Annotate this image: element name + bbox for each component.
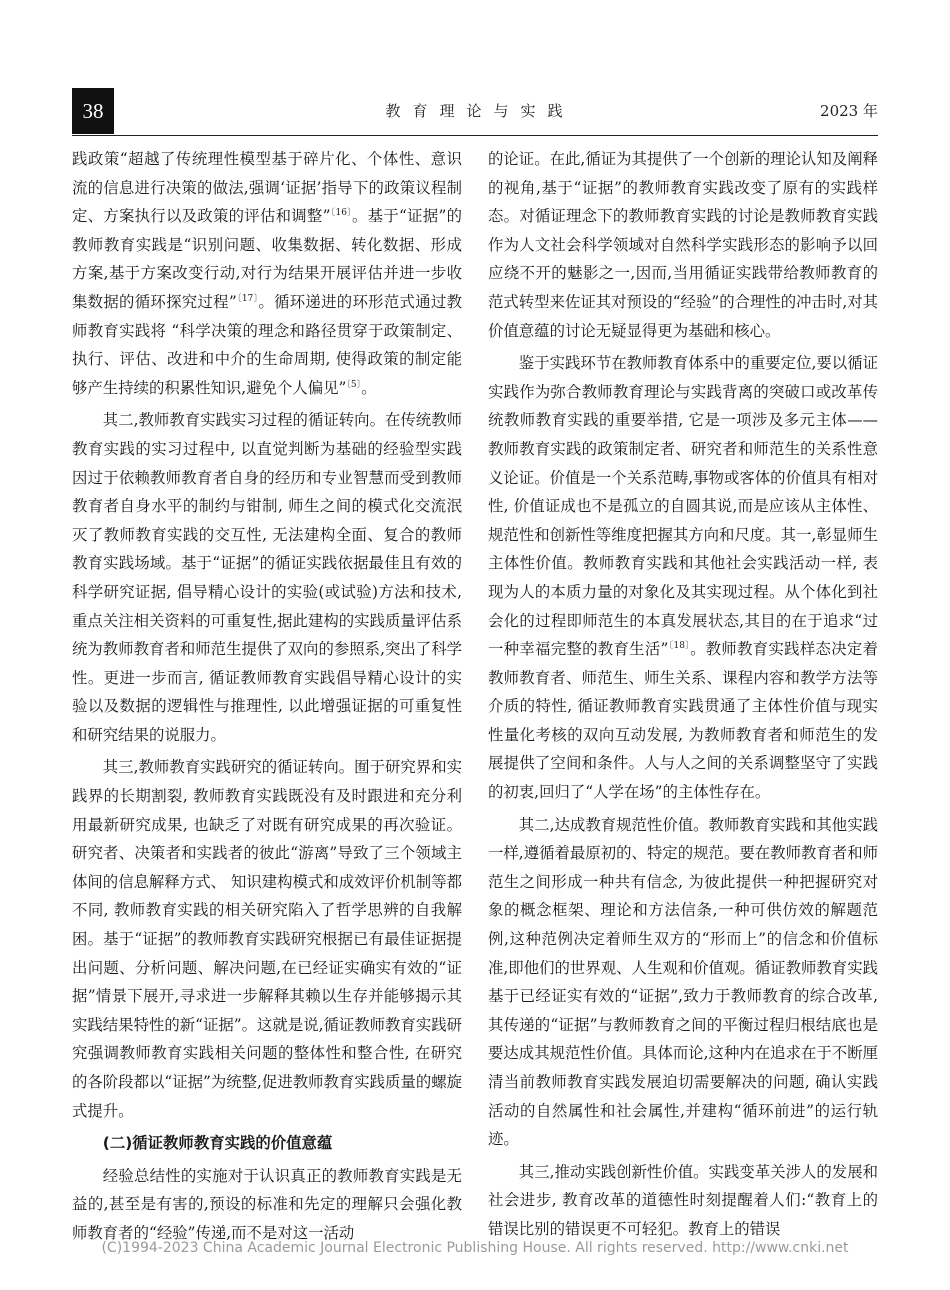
citation-reference: 〔16〕 xyxy=(330,208,353,219)
citation-reference: 〔17〕 xyxy=(236,293,259,304)
page-number: 38 xyxy=(72,88,114,134)
left-column xyxy=(72,145,462,1248)
paragraph-text: 的论证。在此,循证为其提供了一个创新的理论认知及阐释的视角,基于“证据”的教师教育实践改变了原有的实践样态。对循证理念下的教师教育实践的讨论是教师教育实践作为人文社会科学领域对自然科学实践形态的影响予以回应绕不开的魅影之一,因而,当用循证实践带给教师教育的范式转型来佐证其对预设的“经验”的合理性的冲击时,对其价值意蕴的讨论无疑显得更为基础和核心。 xyxy=(488,150,879,340)
citation-reference: 〔18〕 xyxy=(668,640,691,651)
paragraph-text: 其二,达成教育规范性价值。教师教育实践和其他实践一样,遵循着最原初的、特定的规范。要在教师教育者和师范生之间形成一种共有信念, 为彼此提供一种把握研究对象的概念框架、理论和方法信条,一种可供仿效的解题范例,这种范例决定着师生双方的“形而上”的信念和价值标准,即他们的世界观、人生观和价值观。循证教师教育实践基于已经证实有效的“证据”,致力于教师教育的综合改革,其传递的“证据”与教师教育之间的平衡过程归根结底也是要达成其规范性价值。具体而论,这种内在追求在于不断厘清当前教师教育实践发展迫切需要解决的问题, 确认实践活动的自然属性和社会属性,并建构“循环前进”的运行轨迹。 xyxy=(488,815,878,1149)
paragraph-text: 。基于“证据”的教师教育实践是“识别问题、收集数据、转化数据、形成方案,基于方案改变行动,对行为结果开展评估并进一步收集数据的循环探究过程” xyxy=(72,207,462,311)
citation-reference: 〔5〕 xyxy=(346,379,362,390)
body-paragraph xyxy=(488,1158,878,1244)
paragraph-text: 其三,教师教育实践研究的循证转向。囿于研究界和实践界的长期割裂, 教师教育实践既没有及时跟进和充分利用最新研究成果, 也缺乏了对既有研究成果的再次验证。研究者、决策者和实践者的彼此“游离”导致了三个领域主体间的信息解释方式、 知识建构模式和成效评价机制等都不同, 教师教育实践的相关研究陷入了哲学思辨的自我解困。基于“证据”的教师教育实践研究根据已有最佳证据提出问题、分析问题、解决问题,在已经证实确实有效的“证据”情景下展开,寻求进一步解释其赖以生存并能够揭示其实践结果特性的新“证据”。这就是说,循证教师教育实践研究强调教师教育实践相关问题的整体性和整合性, 在研究的各阶段都以“证据”为统整,促进教师教育实践质量的螺旋式提升。 xyxy=(72,758,463,1120)
body-paragraph xyxy=(72,1162,462,1248)
body-paragraph xyxy=(72,145,462,402)
running-title: 教育理论与实践 xyxy=(385,102,575,120)
body-paragraph xyxy=(488,145,878,345)
paragraph-text: 鉴于实践环节在教师教育体系中的重要定位,要以循证实践作为弥合教师教育理论与实践背离的突破口或改革传统教师教育实践的重要举措, 它是一项涉及多元主体——教师教育实践的政策制定者、研究者和师范生的关系性意义论证。价值是一个关系范畴,事物或客体的价值具有相对性, 价值证成也不是孤立的自圆其说,而是应该从主体性、规范性和创新性等维度把握其方向和尺度。其一,彰显师生主体性价值。教师教育实践和其他社会实践活动一样, 表现为人的本质力量的对象化及其实现过程。从个体化到社会化的过程即师范生的本真发展状态,其目的在于追求“过一种幸福完整的教育生活” xyxy=(488,354,878,659)
body-paragraph xyxy=(488,811,878,1154)
paragraph-text: 其三,推动实践创新性价值。实践变革关涉人的发展和社会进步, 教育改革的道德性时刻提醒着人们:“教育上的错误比别的错误更不可轻犯。教育上的错误 xyxy=(488,1162,878,1238)
paragraph-text: 经验总结性的实施对于认识真正的教师教育实践是无益的,甚至是有害的,预设的标准和先定的理解只会强化教师教育者的“经验”传递,而不是对这一活动 xyxy=(72,1166,462,1242)
paragraph-text: 践政策“超越了传统理性模型基于碎片化、个体性、意识流的信息进行决策的做法,强调‘证据’指导下的政策议程制定、方案执行以及政策的评估和调整” xyxy=(72,150,462,226)
body-paragraph xyxy=(488,349,878,807)
copyright-footer: (C)1994-2023 China Academic Journal Electronic Publishing House. All rights reserved. http://www.cnki.net xyxy=(101,1240,849,1256)
right-column xyxy=(488,145,878,1244)
body-paragraph xyxy=(72,406,462,749)
paragraph-text: 。 xyxy=(361,378,377,397)
publication-year: 2023 年 xyxy=(820,102,878,120)
section-heading: (二)循证教师教育实践的价值意蕴 xyxy=(102,1134,333,1153)
header-rule xyxy=(72,135,878,136)
paragraph-text: 。循环递进的环形范式通过教师教育实践将 “科学决策的理念和路径贯穿于政策制定、执行、评估、改进和中介的生命周期, 使得政策的制定能够产生持续的积累性知识,避免个人偏见” xyxy=(72,292,462,397)
paragraph-text: 其二,教师教育实践实习过程的循证转向。在传统教师教育实践的实习过程中, 以直觉判断为基础的经验型实践因过于依赖教师教育者自身的经历和专业智慧而受到教师教育者自身水平的制约与钳制, 师生之间的模式化交流泯灭了教师教育实践的交互性, 无法建构全面、复合的教师教育实践场域。基于“证据”的循证实践依据最佳且有效的科学研究证据, 倡导精心设计的实验(或试验)方法和技术,重点关注相关资料的可重复性,据此建构的实践质量评估系统为教师教育者和师范生提供了双向的参照系,突出了科学性。更进一步而言, 循证教师教育实践倡导精心设计的实验以及数据的逻辑性与推理性, 以此增强证据的可重复性和研究结果的说服力。 xyxy=(72,411,462,744)
paragraph-text: 。教师教育实践样态决定着教师教育者、师范生、师生关系、课程内容和教学方法等介质的特性, 循证教师教育实践贯通了主体性价值与现实性量化考核的双向互动发展, 为教师教育者和师范生的发展提供了空间和条件。人与人之间的关系调整坚守了实践的初衷,回归了“人学在场”的主体性存在。 xyxy=(488,640,878,802)
body-paragraph xyxy=(72,753,462,1125)
